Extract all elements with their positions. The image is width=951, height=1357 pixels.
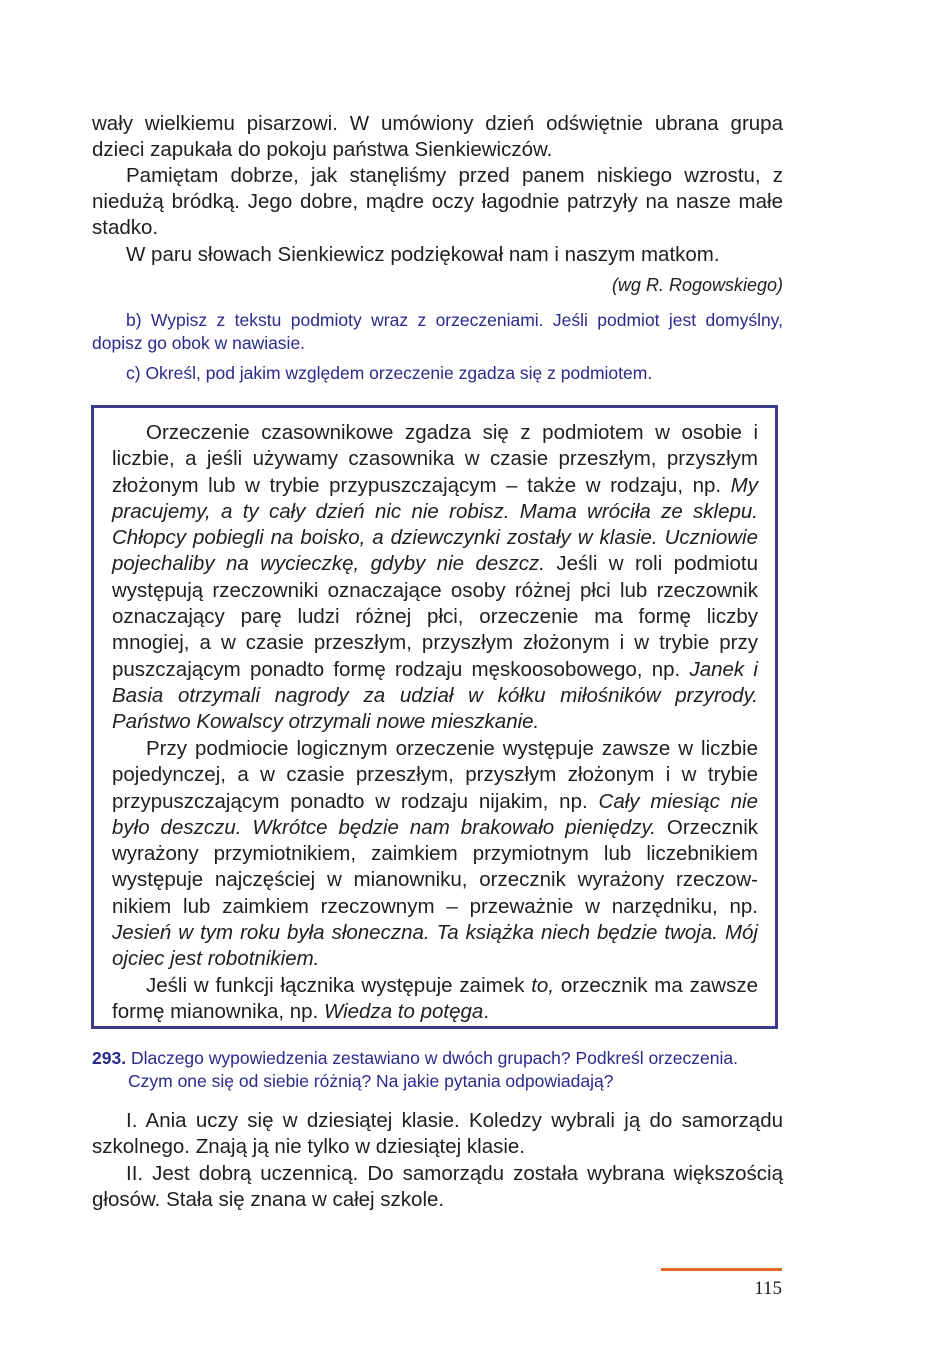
rule-paragraph-3 xyxy=(112,973,758,1026)
grammar-rule-box xyxy=(91,405,778,1029)
example-sentence-run: Jesień w tym roku była słoneczna. Ta książka niech będzie twoja. Mój ojciec jest robotnikiem. xyxy=(112,921,758,971)
exercise-prompt-text: Dlaczego wypowiedzenia zestawiano w dwóch grupach? Podkreśl orzeczenia. Czym one się od siebie różnią? Na jakie pytania odpowiadają? xyxy=(128,1048,738,1091)
story-source: (wg R. Rogowskiego) xyxy=(611,275,783,295)
rule-text-run: Przy podmiocie logicznym orzeczenie występuje zawsze w liczbie pojedynczej, a w czasie przeszłym, przyszłym złożonym i w trybie przypuszczającym ponadto w rodzaju nijakim, np. xyxy=(112,737,758,813)
example-sentence-run: My pracujemy, a ty cały dzień nic nie robisz. Mama wróciła ze sklepu. Chłopcy pobiegli na boisko, a dziewczynki zostały w klasie. Uczniowie pojechaliby na wycieczkę, gdyby nie deszcz. xyxy=(112,473,758,576)
example-sentence-run: Wiedza to potęga xyxy=(323,1000,484,1024)
exercise-group-1: I. Ania uczy się w dziesiątej klasie. Koledzy wybrali ją do samorządu szkolnego. Znają ją nie tylko w dziesiątej klasie. xyxy=(92,1109,783,1159)
rule-paragraph-1 xyxy=(112,420,758,736)
rule-text-run: orzecznik ma zawsze formę mianownika, np. xyxy=(112,974,759,1024)
exercise-293-prompt xyxy=(92,1047,783,1093)
page-number: 115 xyxy=(754,1278,782,1299)
rule-text-run: Orzeczenie czasownikowe zgadza się z podmiotem w osobie i liczbie, a jeśli używamy czasownika w czasie przeszłym, przyszłym złożonym lub w trybie przypuszczającym – także w rodzaju, np. xyxy=(112,421,758,497)
example-sentence-run: to, xyxy=(531,974,555,997)
task-c: c) Określ, pod jakim względem orzeczenie zgadza się z podmiotem. xyxy=(126,363,653,383)
task-b: b) Wypisz z tekstu podmioty wraz z orzeczeniami. Jeśli podmiot jest domyślny, dopisz go obok w nawiasie. xyxy=(92,310,783,353)
rule-text-run: Jeśli w funkcji łącznika występuje zaimek xyxy=(146,974,532,997)
exercise-number: 293. xyxy=(92,1048,127,1068)
rule-paragraph-2 xyxy=(112,736,758,973)
rule-text-run: Orzecznik wyrażony przymiotnikiem, zaimkiem przymiotnym lub liczebnikiem występuje najczęściej w mianowniku, orzecznik wyrażony rzeczownikiem lub zaimkiem rzeczownym – przeważnie w narzędniku, np. xyxy=(112,815,759,918)
rule-text-run: . xyxy=(483,1000,490,1024)
story-paragraph-1: wały wielkiemu pisarzowi. W umówiony dzień odświętnie ubrana grupa dzieci zapukała do pokoju państwa Sienkiewiczów. xyxy=(92,112,783,162)
example-sentence-run: Cały miesiąc nie było deszczu. Wkrótce będzie nam brakowało pieniędzy. xyxy=(112,789,759,839)
example-sentence-run: Janek i Basia otrzymali nagrody za udział w kółku miłośników przyrody. Państwo Kowalscy otrzymali nowe mieszkanie. xyxy=(112,657,758,734)
story-paragraph-3: W paru słowach Sienkiewicz podziękował nam i naszym matkom. xyxy=(126,243,720,266)
story-paragraph-2: Pamiętam dobrze, jak stanęliśmy przed panem niskiego wzrostu, z niedużą bródką. Jego dobre, mądre oczy łagodnie patrzyły na nasze małe stadko. xyxy=(92,164,783,240)
rule-text-run: Jeśli w roli podmiotu występują rzeczowniki oznaczające osoby różnej płci lub rzeczownik oznaczający parę ludzi różnej płci, orzeczenie ma formę liczby mnogiej, a w czasie przeszłym, przyszłym złożonym i w trybie przy puszczającym ponadto formę rodzaju męskoosobowego, np. xyxy=(112,552,759,681)
exercise-group-2: II. Jest dobrą uczennicą. Do samorządu została wybrana większością głosów. Stała się znana w całej szkole. xyxy=(92,1162,783,1212)
footer-rule xyxy=(661,1268,782,1271)
